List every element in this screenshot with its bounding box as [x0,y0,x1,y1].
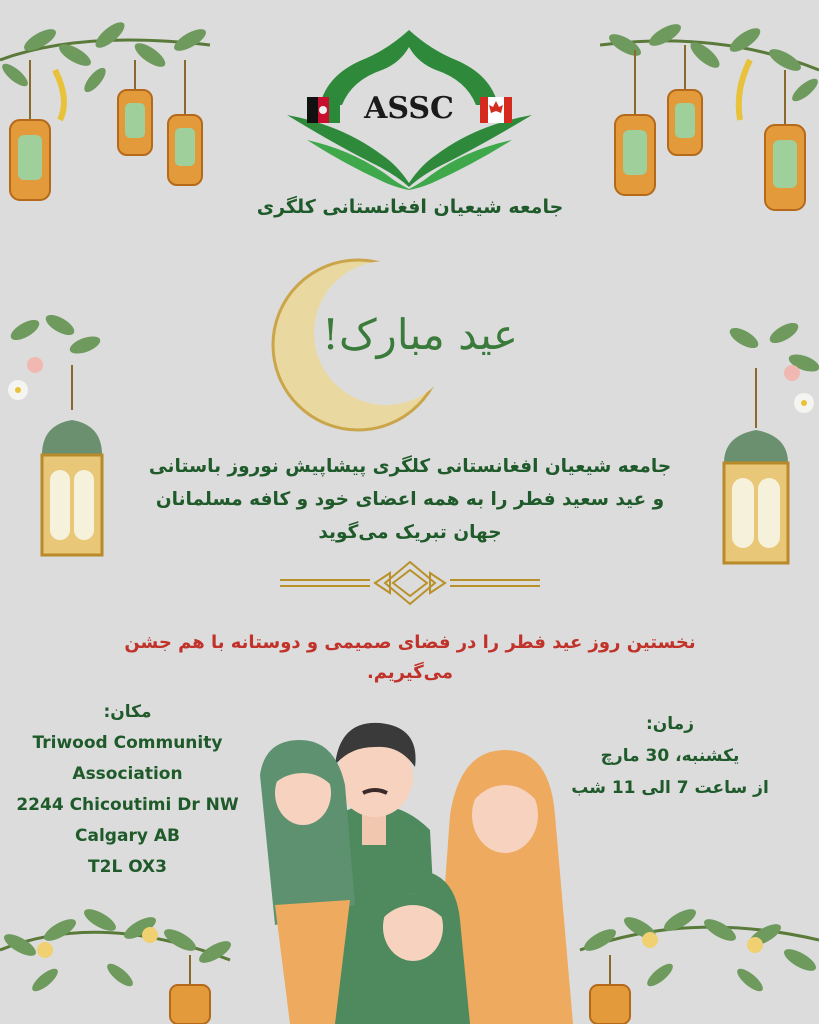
location-block [0,697,255,883]
invitation-line-1: نخستین روز عید فطر را در فضای صمیمی و دوستانه با هم جشن [124,632,696,653]
time-label: زمان: [645,714,694,734]
location-label: مکان: [103,702,152,722]
location-line-4: Calgary AB [75,826,180,846]
location-line-2: Association [72,764,183,784]
location-line-1: Triwood Community [32,733,223,753]
location-line-3: 2244 Chicoutimi Dr NW [16,795,239,815]
invitation-line-2: می‌گیریم. [366,662,454,683]
ornamental-divider [280,560,540,610]
time-block [550,708,790,804]
top-left-lanterns-decoration [0,0,230,230]
invitation-text [90,628,730,688]
top-right-lanterns-decoration [600,0,819,230]
family-illustration [255,705,575,1024]
org-name: جامعه شیعیان افغانستانی کلگری [256,196,564,218]
canada-flag-icon [480,97,512,123]
message-line-2: و عید سعید فطر را به همه اعضای خود و کافه مسلمانان [155,489,665,510]
eid-mubarak-title: عید مبارک! [322,310,518,359]
bottom-right-floral-decoration [570,890,819,1024]
location-line-5: T2L OX3 [88,857,167,877]
time-date: یکشنبه، 30 مارچ [600,746,740,766]
logo-text: ASSC [364,91,454,126]
right-lantern-decoration [704,318,819,578]
time-hours: از ساعت 7 الی 11 شب [571,778,769,798]
greeting-message [130,450,690,549]
afghanistan-flag-icon [307,97,340,123]
message-line-1: جامعه شیعیان افغانستانی کلگری پیشاپیش نوروز باستانی [148,456,672,477]
left-lantern-decoration [0,305,115,575]
message-line-3: جهان تبریک می‌گوید [318,522,502,543]
bottom-left-floral-decoration [0,890,240,1024]
